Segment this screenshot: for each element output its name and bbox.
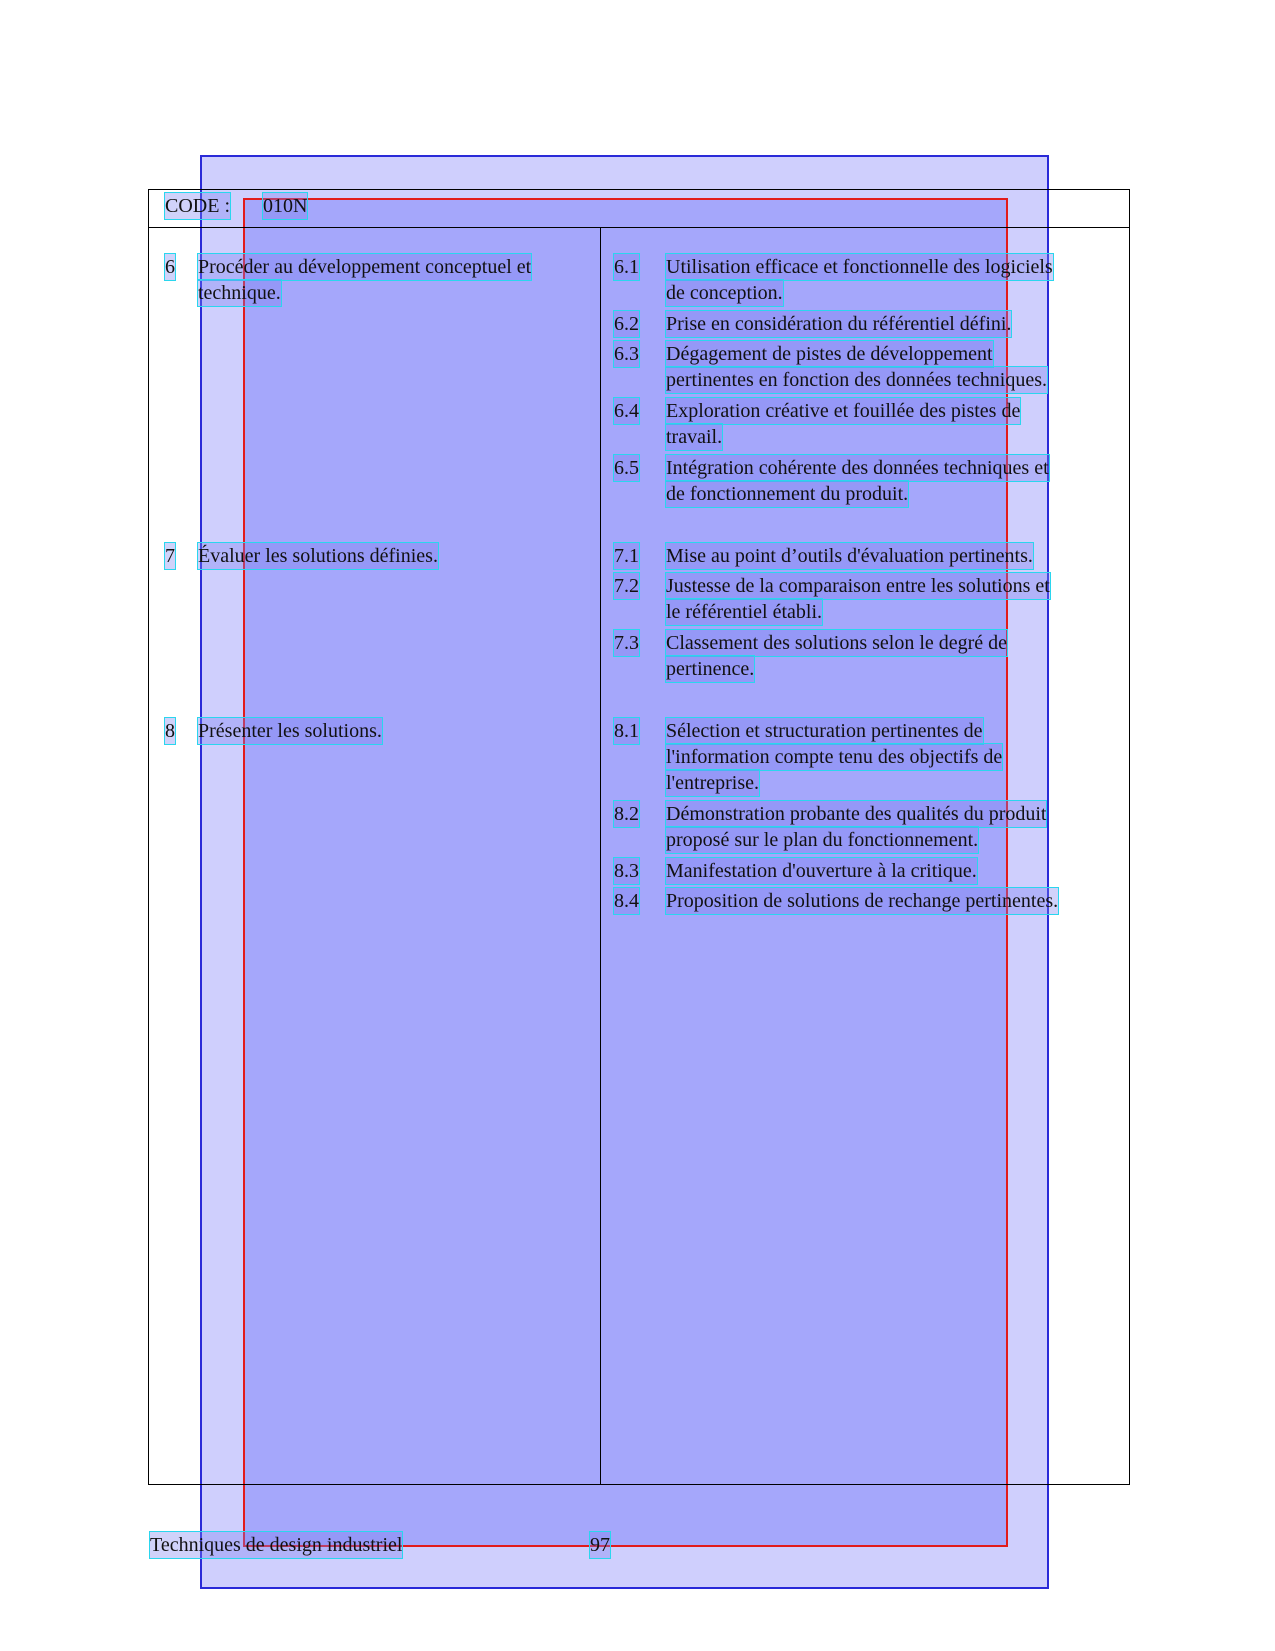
criterion-text-line: de fonctionnement du produit. [666,483,909,505]
criterion-text-line: l'information compte tenu des objectifs de [666,746,1003,768]
code-label: CODE : [165,195,230,217]
competency-text-line: technique. [198,282,281,304]
criterion-text-line: de conception. [666,282,783,304]
criterion-number: 7.1 [614,545,639,567]
competency-text-line: Présenter les solutions. [198,720,382,742]
criterion-number: 6.5 [614,457,639,479]
criterion-number: 6.4 [614,400,639,422]
competency-number: 6 [165,256,175,278]
criterion-text-line: Démonstration probante des qualités du produit [666,803,1047,825]
criterion-number: 6.3 [614,343,639,365]
criterion-text-line: Sélection et structuration pertinentes de [666,720,983,742]
criterion-text-line: Utilisation efficace et fonctionnelle des logiciels [666,256,1053,278]
competency-number: 8 [165,720,175,742]
competency-text-line: Évaluer les solutions définies. [198,545,438,567]
criterion-number: 8.3 [614,860,639,882]
criterion-text-line: Mise au point d’outils d'évaluation pertinents. [666,545,1033,567]
criterion-text-line: Manifestation d'ouverture à la critique. [666,860,977,882]
criterion-number: 6.2 [614,313,639,335]
column-divider [600,227,601,1484]
criterion-number: 8.2 [614,803,639,825]
code-value: 010N [263,195,308,217]
footer-title: Techniques de design industriel [150,1534,403,1556]
page-number: 97 [590,1534,610,1556]
criterion-text-line: Intégration cohérente des données techniques et [666,457,1049,479]
header-divider [149,227,1129,228]
criterion-text-line: le référentiel établi. [666,601,823,623]
criterion-text-line: Justesse de la comparaison entre les solutions et [666,575,1050,597]
criterion-text-line: proposé sur le plan du fonctionnement. [666,829,979,851]
criterion-text-line: pertinentes en fonction des données techniques. [666,369,1047,391]
criterion-number: 8.1 [614,720,639,742]
criterion-number: 7.2 [614,575,639,597]
criterion-text-line: Proposition de solutions de rechange pertinentes. [666,890,1059,912]
criterion-number: 6.1 [614,256,639,278]
criterion-text-line: Classement des solutions selon le degré de [666,632,1008,654]
criterion-text-line: Exploration créative et fouillée des pistes de [666,400,1021,422]
criterion-text-line: l'entreprise. [666,772,760,794]
criterion-text-line: Prise en considération du référentiel défini. [666,313,1012,335]
criterion-number: 8.4 [614,890,639,912]
competency-number: 7 [165,545,175,567]
criterion-number: 7.3 [614,632,639,654]
criterion-text-line: travail. [666,426,723,448]
criterion-text-line: pertinence. [666,658,755,680]
competency-text-line: Procéder au développement conceptuel et [198,256,532,278]
criterion-text-line: Dégagement de pistes de développement [666,343,993,365]
